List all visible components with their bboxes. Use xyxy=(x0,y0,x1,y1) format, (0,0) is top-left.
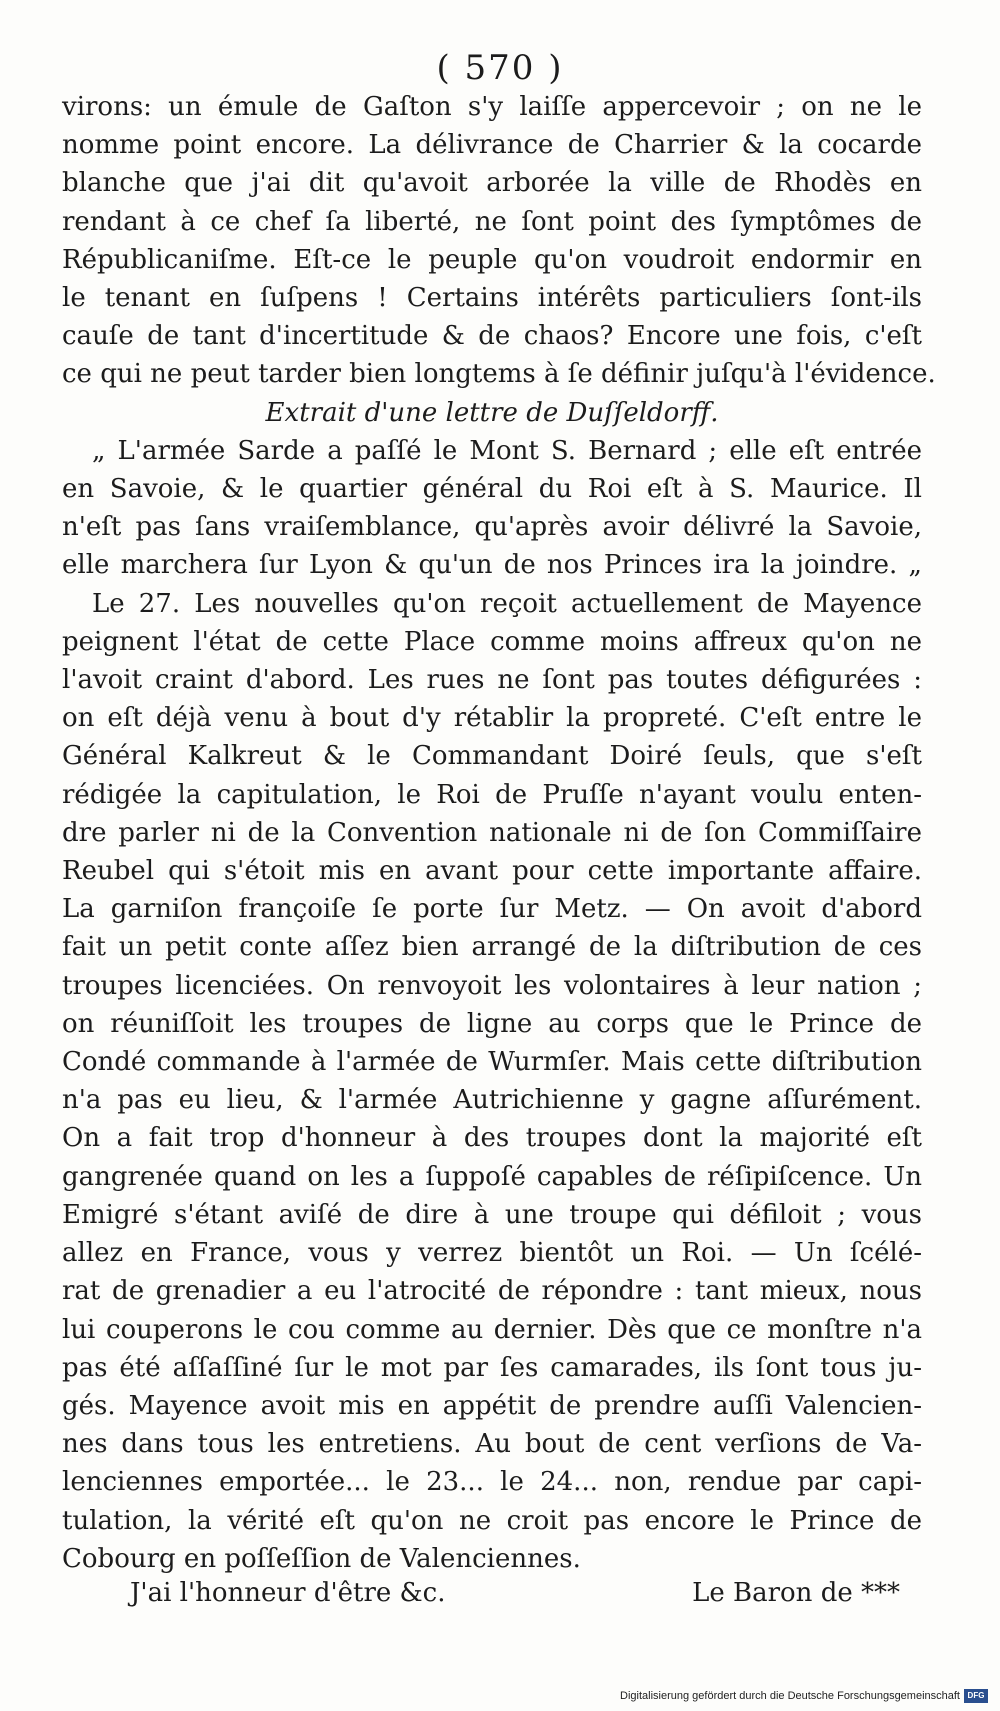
text-line: cauſe de tant d'incertitude & de chaos? Encore une fois, c'eſt xyxy=(62,321,922,352)
text-line: troupes licenciées. On renvoyoit les volontaires à leur nation ; xyxy=(62,970,922,1001)
text-line: n'a pas eu lieu, & l'armée Autrichienne y gagne aſſurément. xyxy=(62,1085,922,1116)
text-line: nomme point encore. La délivrance de Charrier & la cocarde xyxy=(62,130,922,161)
text-line: virons: un émule de Gaſton s'y laiſſe appercevoir ; on ne le xyxy=(62,92,922,122)
text-line: Le 27. Les nouvelles qu'on reçoit actuellement de Mayence xyxy=(92,588,922,619)
text-line: allez en France, vous y verrez bientôt un Roi. — Un ſcélé- xyxy=(62,1238,922,1269)
text-line: Emigré s'étant aviſé de dire à une troupe qui défiloit ; vous xyxy=(62,1199,922,1230)
text-line: fait un petit conte aſſez bien arrangé de la diſtribution de ces xyxy=(62,932,922,963)
text-line: On a fait trop d'honneur à des troupes dont la majorité eſt xyxy=(62,1123,922,1154)
page-number: ( 570 ) xyxy=(436,48,564,88)
body-text xyxy=(62,88,936,1578)
text-line: Reubel qui s'étoit mis en avant pour cette importante affaire. xyxy=(62,856,922,887)
text-line: on eſt déjà venu à bout d'y rétablir la propreté. C'eſt entre le xyxy=(62,703,922,734)
text-line: rat de grenadier a eu l'atrocité de répondre : tant mieux, nous xyxy=(62,1276,922,1307)
closing-salutation: J'ai l'honneur d'être &c. xyxy=(130,1578,446,1608)
text-line: gés. Mayence avoit mis en appétit de prendre auſſi Valencien- xyxy=(62,1390,922,1421)
closing-signature xyxy=(130,1578,900,1608)
text-line: elle marchera ſur Lyon & qu'un de nos Princes ira la joindre. „ xyxy=(62,550,922,581)
text-line: „ L'armée Sarde a paſſé le Mont S. Bernard ; elle eſt entrée xyxy=(92,435,922,466)
footer-text: Digitalisierung gefördert durch die Deutsche Forschungsgemeinschaft xyxy=(620,1690,960,1702)
text-line: Général Kalkreut & le Commandant Doiré ſeuls, que s'eſt xyxy=(62,741,922,772)
text-line: dre parler ni de la Convention nationale ni de ſon Commiſſaire xyxy=(62,817,922,848)
text-line: rédigée la capitulation, le Roi de Pruſſe n'ayant voulu enten- xyxy=(62,779,922,810)
text-line: blanche que j'ai dit qu'avoit arborée la ville de Rhodès en xyxy=(62,168,922,199)
text-line: tulation, la vérité eſt qu'on ne croit pas encore le Prince de xyxy=(62,1505,922,1536)
letter-heading: Extrait d'une lettre de Duſſeldorff. xyxy=(265,397,719,428)
text-line: en Savoie, & le quartier général du Roi eſt à S. Maurice. Il xyxy=(62,474,922,505)
text-line: l'avoit craint d'abord. Les rues ne ſont pas toutes défigurées : xyxy=(62,665,922,696)
text-line: gangrenée quand on les a ſuppoſé capables de réſipiſcence. Un xyxy=(62,1161,922,1192)
text-line: n'eſt pas ſans vraiſemblance, qu'après avoir délivré la Savoie, xyxy=(62,512,922,543)
text-line: pas été aſſaſſiné ſur le mot par ſes camarades, ils ſont tous ju- xyxy=(62,1352,922,1383)
text-line: on réuniſſoit les troupes de ligne au corps que le Prince de xyxy=(62,1008,922,1039)
dfg-logo-icon: DFG xyxy=(964,1689,988,1703)
text-line: lenciennes emportée... le 23... le 24... non, rendue par capi- xyxy=(62,1467,922,1498)
text-line: ce qui ne peut tarder bien longtems à ſe définir juſqu'à l'évidence. xyxy=(62,359,936,390)
signature-name: Le Baron de *** xyxy=(692,1578,900,1608)
text-line: le tenant en ſuſpens ! Certains intérêts particuliers ſont-ils xyxy=(62,283,922,314)
text-line: peignent l'état de cette Place comme moins affreux qu'on ne xyxy=(62,626,922,657)
text-line: Républicaniſme. Eſt-ce le peuple qu'on voudroit endormir en xyxy=(62,244,922,275)
text-line: Condé commande à l'armée de Wurmſer. Mais cette diſtribution xyxy=(62,1047,922,1078)
text-line: nes dans tous les entretiens. Au bout de cent verſions de Va- xyxy=(62,1429,922,1460)
text-line: La garniſon françoiſe ſe porte ſur Metz. — On avoit d'abord xyxy=(62,894,922,925)
text-line: rendant à ce chef ſa liberté, ne ſont point des ſymptômes de xyxy=(62,206,922,237)
text-line: lui couperons le cou comme au dernier. Dès que ce monſtre n'a xyxy=(62,1314,922,1345)
digitization-footer xyxy=(620,1689,988,1703)
text-line: Cobourg en poſſeſſion de Valenciennes. xyxy=(62,1543,581,1574)
